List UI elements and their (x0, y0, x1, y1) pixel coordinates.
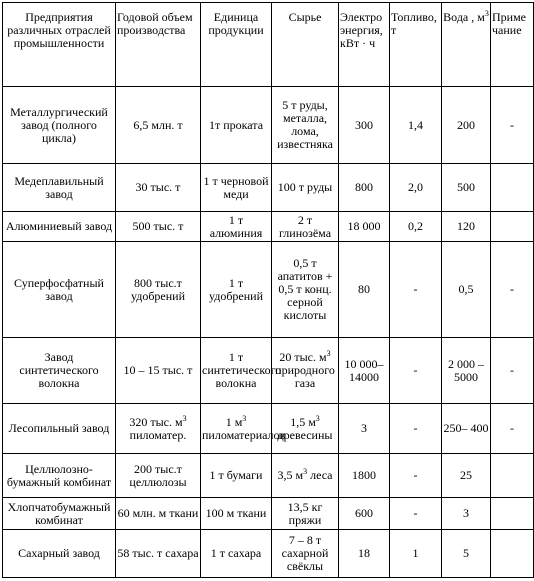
note-cell: - (491, 242, 534, 338)
water-cell: 200 (442, 87, 491, 164)
enterprise-cell: Алюминиевый завод (3, 212, 116, 242)
electricity-cell: 600 (339, 498, 390, 530)
water-cell: 120 (442, 212, 491, 242)
volume-cell: 800 тыс.т удобрений (116, 242, 201, 338)
fuel-cell: 2,0 (390, 164, 442, 212)
unit-cell: 1 $м^3$ пиломатериалов (201, 404, 272, 454)
table-row (3, 212, 534, 242)
volume-cell: 320 тыс. $м^3$ пиломатер. (116, 404, 201, 454)
unit-cell: 1 т бумаги (201, 454, 272, 498)
enterprise-cell: Целлюлозно-бумажный комбинат (3, 454, 116, 498)
table-row (3, 87, 534, 164)
note-cell (491, 212, 534, 242)
electricity-cell: 3 (339, 404, 390, 454)
volume-cell: 10 – 15 тыс. т (116, 338, 201, 404)
table-row (3, 242, 534, 338)
header-raw-material: Сырье (272, 3, 339, 87)
header-enterprise: Предприятия различных отраслей промышленности (3, 3, 116, 87)
enterprise-cell: Металлургический завод (полного цикла) (3, 87, 116, 164)
fuel-cell: - (390, 454, 442, 498)
volume-cell: 200 тыс.т целлюлозы (116, 454, 201, 498)
raw-material-cell: 0,5 т апатитов + 0,5 т конц. серной кислоты (272, 242, 339, 338)
unit-cell: 100 м ткани (201, 498, 272, 530)
header-annual-volume: Годовой объем производства (116, 3, 201, 87)
unit-cell: 1 т алюминия (201, 212, 272, 242)
note-cell: - (491, 338, 534, 404)
electricity-cell: 18 000 (339, 212, 390, 242)
electricity-cell: 10 000– 14000 (339, 338, 390, 404)
fuel-cell: 1 (390, 530, 442, 578)
enterprise-cell: Хлопчатобумажный комбинат (3, 498, 116, 530)
unit-cell: 1 т удобрений (201, 242, 272, 338)
table-row (3, 164, 534, 212)
table-row (3, 530, 534, 578)
fuel-cell: - (390, 242, 442, 338)
note-cell (491, 454, 534, 498)
table-row (3, 454, 534, 498)
note-cell (491, 164, 534, 212)
electricity-cell: 18 (339, 530, 390, 578)
note-cell (491, 498, 534, 530)
raw-material-cell: 3,5 $м^3$ леса (272, 454, 339, 498)
fuel-cell: - (390, 498, 442, 530)
raw-material-cell: 20 тыс. $м^3$ природного газа (272, 338, 339, 404)
note-cell (491, 530, 534, 578)
header-note: Приме чание (491, 3, 534, 87)
raw-material-cell: 7 – 8 т сахарной свёклы (272, 530, 339, 578)
enterprise-cell: Медеплавильный завод (3, 164, 116, 212)
electricity-cell: 800 (339, 164, 390, 212)
raw-material-cell: 5 т руды, металла, лома, известняка (272, 87, 339, 164)
water-cell: 2 000 – 5000 (442, 338, 491, 404)
note-cell: - (491, 87, 534, 164)
enterprise-cell: Сахарный завод (3, 530, 116, 578)
volume-cell: 500 тыс. т (116, 212, 201, 242)
unit-cell: 1 т синтетического волокна (201, 338, 272, 404)
raw-material-cell: 100 т руды (272, 164, 339, 212)
enterprise-cell: Завод синтетического волокна (3, 338, 116, 404)
industry-resources-table (2, 2, 534, 578)
water-cell: 0,5 (442, 242, 491, 338)
table-row (3, 338, 534, 404)
fuel-cell: 1,4 (390, 87, 442, 164)
electricity-cell: 300 (339, 87, 390, 164)
electricity-cell: 80 (339, 242, 390, 338)
water-cell: 3 (442, 498, 491, 530)
header-electricity: Электро энергия, кВт · ч (339, 3, 390, 87)
unit-cell: 1 т сахара (201, 530, 272, 578)
note-cell: - (491, 404, 534, 454)
volume-cell: 58 тыс. т сахара (116, 530, 201, 578)
header-row (3, 3, 534, 87)
fuel-cell: 0,2 (390, 212, 442, 242)
water-cell: 5 (442, 530, 491, 578)
header-fuel: Топливо, т (390, 3, 442, 87)
volume-cell: 6,5 млн. т (116, 87, 201, 164)
water-cell: 500 (442, 164, 491, 212)
water-cell: 25 (442, 454, 491, 498)
volume-cell: 60 млн. м ткани (116, 498, 201, 530)
fuel-cell: - (390, 404, 442, 454)
table-row (3, 404, 534, 454)
raw-material-cell: 13,5 кг пряжи (272, 498, 339, 530)
enterprise-cell: Лесопильный завод (3, 404, 116, 454)
table-row (3, 498, 534, 530)
header-unit: Единица продукции (201, 3, 272, 87)
unit-cell: 1т проката (201, 87, 272, 164)
water-cell: 250– 400 (442, 404, 491, 454)
unit-cell: 1 т черновой меди (201, 164, 272, 212)
header-water: Вода , $м^3$ (442, 3, 491, 87)
raw-material-cell: 1,5 $м^3$ древесины (272, 404, 339, 454)
volume-cell: 30 тыс. т (116, 164, 201, 212)
fuel-cell: - (390, 338, 442, 404)
raw-material-cell: 2 т глинозёма (272, 212, 339, 242)
electricity-cell: 1800 (339, 454, 390, 498)
enterprise-cell: Суперфосфатный завод (3, 242, 116, 338)
